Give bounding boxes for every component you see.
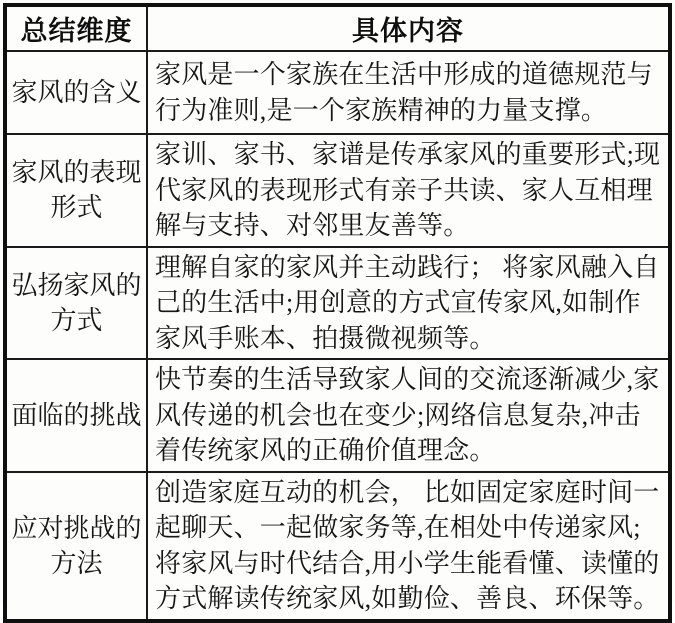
table-row xyxy=(5,247,670,360)
dimension-cell: 面临的挑战 xyxy=(5,359,147,472)
content-cell: 家训、家书、家谱是传承家风的重要形式;现代家风的表现形式有亲子共读、家人互相理解与支持、对邻里友善等。 xyxy=(147,134,670,247)
header-content: 具体内容 xyxy=(147,5,670,51)
table-row xyxy=(5,51,670,134)
content-cell: 家风是一个家族在生活中形成的道德规范与行为准则,是一个家族精神的力量支撑。 xyxy=(147,51,670,134)
content-cell: 快节奏的生活导致家人间的交流逐渐减少,家风传递的机会也在变少;网络信息复杂,冲击着传统家风的正确价值理念。 xyxy=(147,359,670,472)
family-style-summary-table xyxy=(3,3,672,623)
content-cell: 创造家庭互动的机会， 比如固定家庭时间一起聊天、一起做家务等,在相处中传递家风;将家风与时代结合,用小学生能看懂、读懂的方式解读传统家风,如勤俭、善良、环保等。 xyxy=(147,472,670,621)
content-cell: 理解自家的家风并主动践行； 将家风融入自己的生活中;用创意的方式宣传家风,如制作家风手账本、拍摄微视频等。 xyxy=(147,247,670,360)
table-row xyxy=(5,472,670,621)
dimension-cell: 家风的表现形式 xyxy=(5,134,147,247)
dimension-cell: 弘扬家风的方式 xyxy=(5,247,147,360)
dimension-cell: 应对挑战的方法 xyxy=(5,472,147,621)
table-header-row xyxy=(5,5,670,51)
table-row xyxy=(5,134,670,247)
header-dimension: 总结维度 xyxy=(5,5,147,51)
table-row xyxy=(5,359,670,472)
dimension-cell: 家风的含义 xyxy=(5,51,147,134)
